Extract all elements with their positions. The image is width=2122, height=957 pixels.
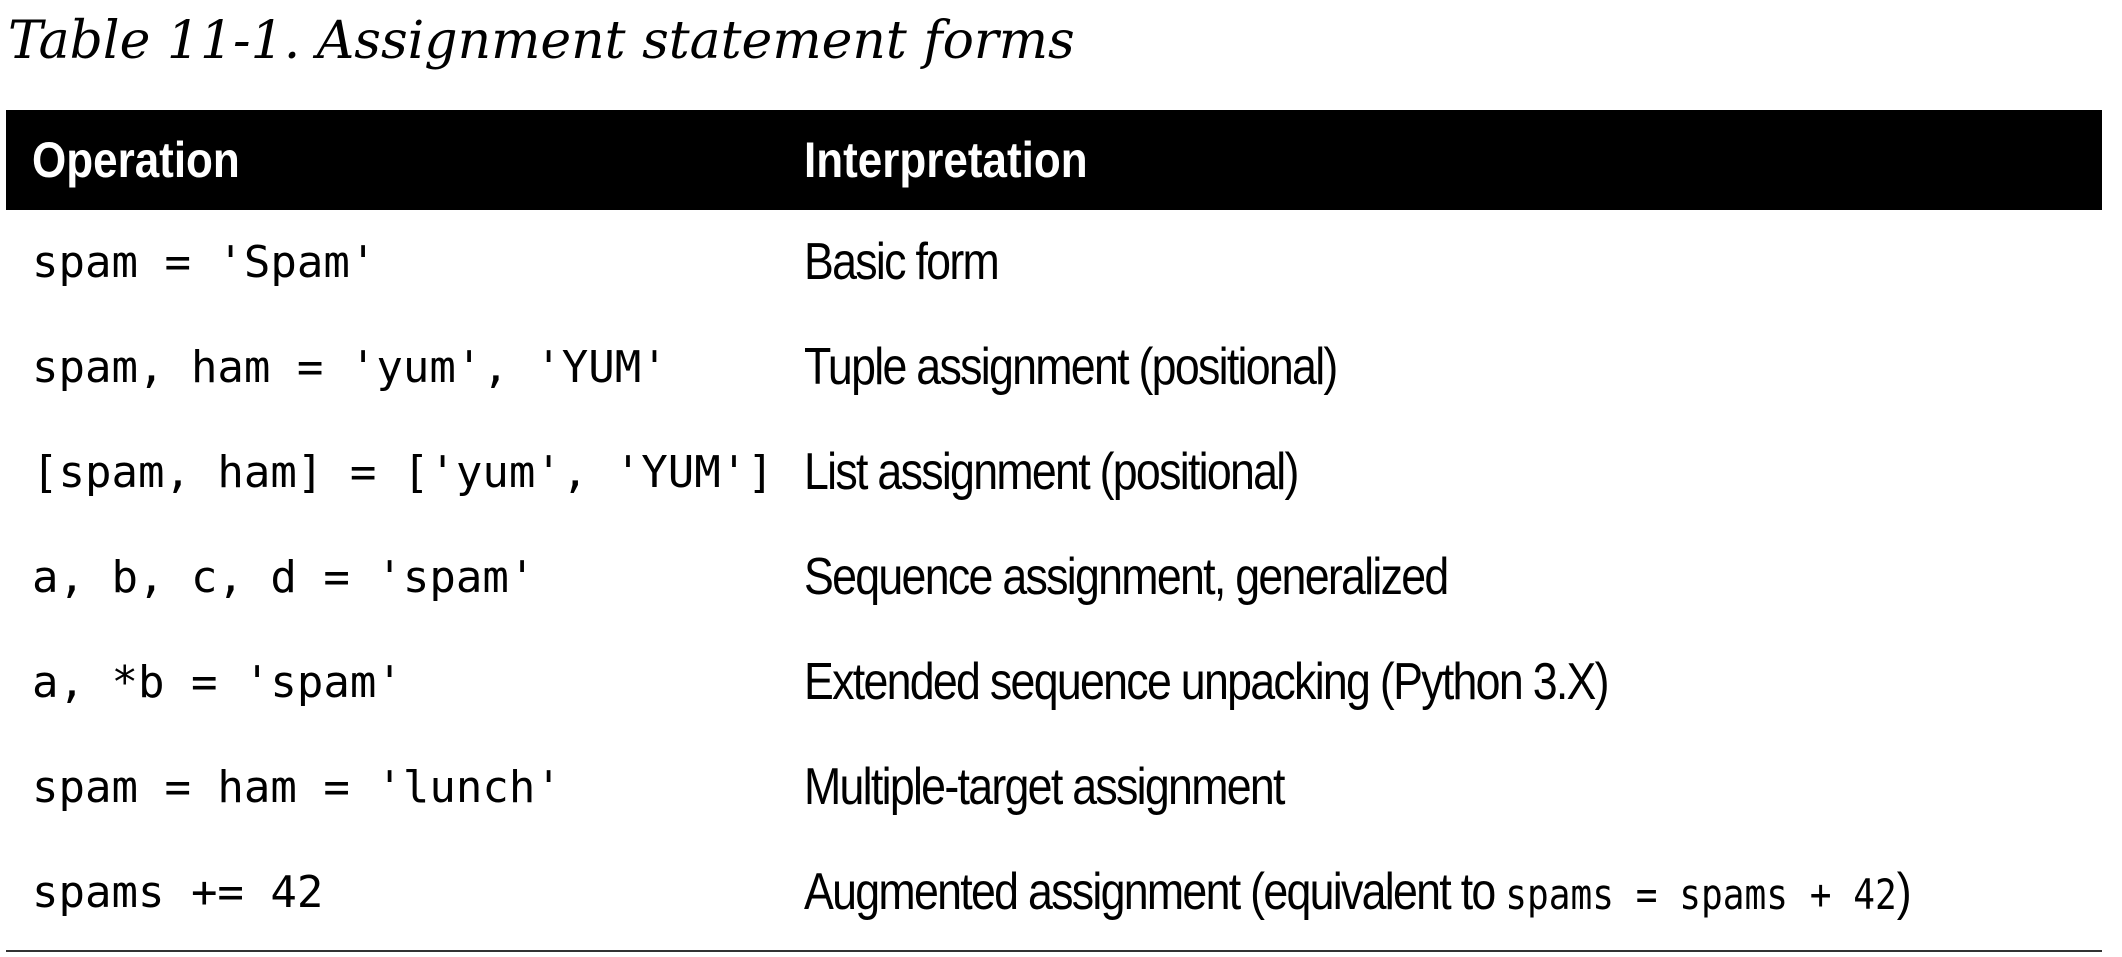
header-operation: Operation [32, 132, 240, 188]
interpretation-cell [804, 420, 1298, 525]
operation-cell: spams += 42 [32, 867, 324, 918]
operation-cell: [spam, ham] = ['yum', 'YUM'] [32, 447, 774, 498]
header-interpretation: Interpretation [804, 132, 1088, 188]
interpretation-text: Tuple assignment (positional) [804, 338, 1337, 396]
interpretation-suffix: ) [1896, 863, 1910, 921]
table-bottom-rule [6, 950, 2102, 952]
assignment-forms-table [6, 110, 2102, 945]
table-row [6, 210, 2102, 315]
table-row [6, 420, 2102, 525]
interpretation-cell [804, 630, 1608, 735]
operation-cell: spam, ham = 'yum', 'YUM' [32, 342, 668, 393]
table-row [6, 840, 2102, 945]
interpretation-cell [804, 210, 998, 315]
operation-cell: a, b, c, d = 'spam' [32, 552, 536, 603]
table-row [6, 525, 2102, 630]
table-row [6, 735, 2102, 840]
table-caption: Table 11-1. Assignment statement forms [8, 11, 1075, 71]
interpretation-text: Multiple-target assignment [804, 758, 1284, 816]
interpretation-cell [804, 735, 1284, 840]
interpretation-code: spams = spams + 42 [1505, 870, 1897, 919]
table-row [6, 315, 2102, 420]
interpretation-cell [804, 525, 1448, 630]
interpretation-text: Basic form [804, 233, 999, 291]
operation-cell: spam = ham = 'lunch' [32, 762, 562, 813]
interpretation-cell [804, 315, 1337, 420]
interpretation-cell [804, 840, 1910, 945]
table-header-row [6, 110, 2102, 210]
operation-cell: a, *b = 'spam' [32, 657, 403, 708]
operation-cell: spam = 'Spam' [32, 237, 377, 288]
interpretation-prefix: Augmented assignment (equivalent to [804, 863, 1506, 921]
interpretation-text: List assignment (positional) [804, 443, 1298, 501]
table-row [6, 630, 2102, 735]
interpretation-text: Extended sequence unpacking (Python 3.X) [804, 653, 1608, 711]
table-body [6, 210, 2102, 945]
interpretation-text: Sequence assignment, generalized [804, 548, 1448, 606]
